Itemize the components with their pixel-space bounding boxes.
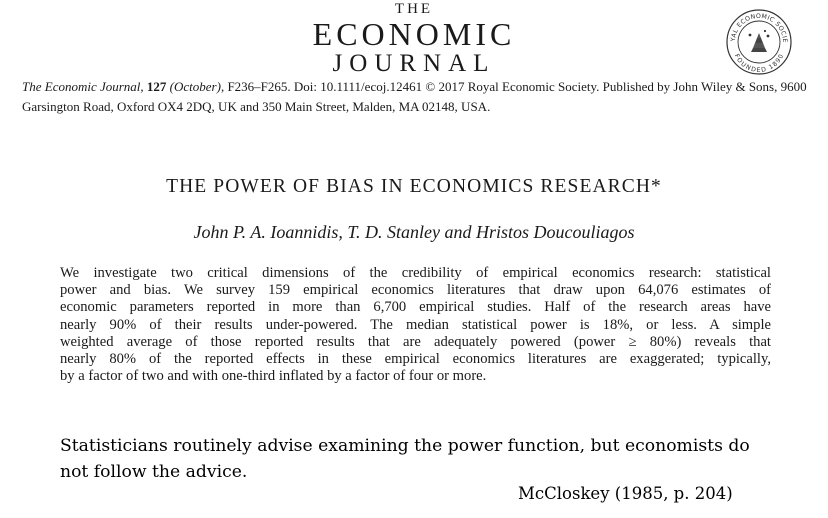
abstract-line: by a factor of two and with one-third inflated by a factor of four or more. (60, 368, 487, 385)
seal-ring-bottom: FOUNDED 1890 (732, 53, 786, 75)
abstract-line: We investigate two critical dimensions of the credibility of empirical economics research: statistical (60, 265, 771, 281)
svg-text:ROYAL ECONOMIC SOCIETY (725, 8, 788, 43)
abstract (60, 265, 771, 385)
abstract-line: power and bias. We survey 159 empirical economics literatures that draw upon 64,076 estimates of (60, 282, 771, 299)
masthead-economic: ECONOMIC (312, 16, 516, 52)
svg-text:FOUNDED 1890 (733, 53, 785, 74)
citation-volume: 127 (146, 79, 167, 94)
epigraph-line: not follow the advice. (60, 462, 248, 482)
epigraph-quote (60, 433, 760, 485)
abstract-line: weighted average of those reported results that are adequately powered (power ≥ 80%) reveals that (60, 333, 771, 350)
article-authors: John P. A. Ioannidis, T. D. Stanley and Hristos Doucouliagos (193, 222, 635, 242)
masthead-the: THE (394, 1, 434, 17)
abstract-line: economic parameters reported in more than 6,700 empirical studies. Half of the research areas have (60, 299, 771, 316)
citation-journal-name: The Economic Journal, (22, 79, 144, 94)
epigraph-line: Statisticians routinely advise examining the power function, but economists do (60, 436, 750, 456)
citation-line-2: Garsington Road, Oxford OX4 2DQ, UK and 350 Main Street, Malden, MA 02148, USA. (22, 99, 491, 114)
article-title: THE POWER OF BIAS IN ECONOMICS RESEARCH* (166, 176, 662, 197)
abstract-line: nearly 80% of the reported effects in these empirical economics literatures are exaggerated; typically, (60, 351, 771, 368)
masthead-journal: JOURNAL (332, 50, 496, 77)
citation-issue: (October) (169, 79, 221, 94)
citation-details: , F236–F265. Doi: 10.1111/ecoj.12461 © 2017 Royal Economic Society. Published by John Wiley & Sons, 9600 (220, 79, 807, 94)
royal-economic-society-seal-icon (725, 8, 793, 76)
seal-ring-top: YAL ECONOMIC SOCIE (729, 12, 789, 43)
abstract-line: nearly 90% of their results under-powered. The median statistical power is 18%, or less. A simple (60, 316, 771, 333)
citation-block (22, 77, 812, 117)
epigraph-attribution: McCloskey (1985, p. 204) (518, 484, 733, 503)
citation-line-1 (22, 77, 812, 97)
journal-masthead (0, 2, 828, 76)
